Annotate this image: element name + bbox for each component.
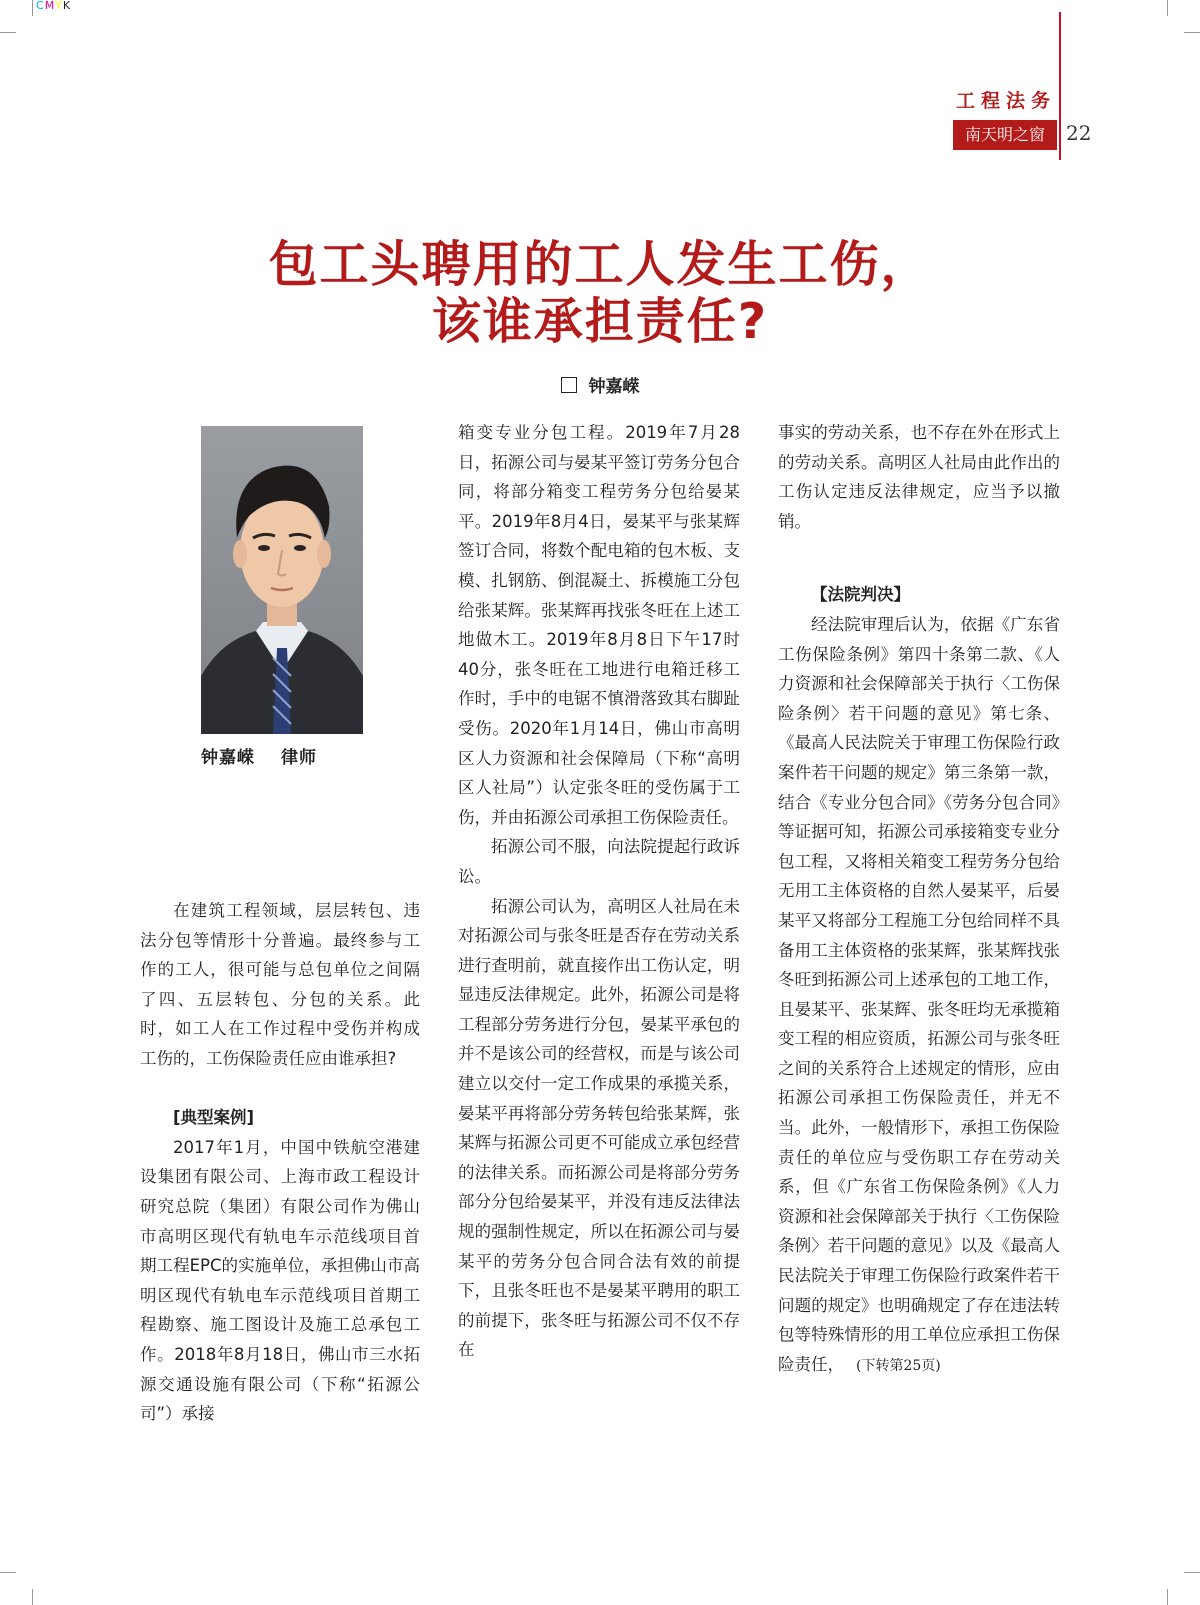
crop-mark-bottom-left-v <box>32 1589 33 1605</box>
section-heading-judgment: 【法院判决】 <box>811 585 910 605</box>
cmyk-c: C <box>36 0 45 12</box>
caption-role: 律师 <box>281 748 317 768</box>
section-heading-case: [典型案例] <box>173 1108 255 1128</box>
column-2 <box>458 418 740 1365</box>
author-name: 钟嘉嵘 <box>588 377 640 397</box>
author-byline <box>0 372 1200 397</box>
case-paragraph: 2017年1月，中国中铁航空港建设集团有限公司、上海市政工程设计研究总院（集团）有限公司作为佛山市高明区现代有轨电车示范线项目首期工程EPC的实施单位，承担佛山市高明区现代有轨电车示范线项目首期工程勘察、施工图设计及施工总承包工作。2018年8月18日，佛山市三水拓源交通设施有限公司（下称“拓源公司”）承接 <box>140 1137 420 1424</box>
article-title-line1: 包工头聘用的工人发生工伤， <box>268 236 932 293</box>
photo-caption <box>201 743 317 768</box>
crop-mark-top-right-v <box>1167 0 1168 16</box>
column-1 <box>140 896 420 1429</box>
crop-mark-top-right-h <box>1184 32 1200 33</box>
cmyk-color-bar <box>36 0 71 12</box>
header-accent-line <box>1059 12 1061 160</box>
col2-paragraph-1: 箱变专业分包工程。2019年7月28日，拓源公司与晏某平签订劳务分包合同，将部分箱变工程劳务分包给晏某平。2019年8月4日，晏某平与张某辉签订合同，将数个配电箱的包木板、支模、扎钢筋、倒混凝土、拆模施工分包给张某辉。张某辉再找张冬旺在上述工地做木工。2019年8月8日下午17时40分，张冬旺在工地进行电箱迁移工作时，手中的电锯不慎滑落致其右脚趾受伤。2020年1月14日，佛山市高明区人力资源和社会保障局（下称“高明区人社局”）认定张冬旺的受伤属于工伤，并由拓源公司承担工伤保险责任。 <box>458 423 740 827</box>
page-number: 22 <box>1066 121 1092 145</box>
caption-name: 钟嘉嵘 <box>201 748 255 768</box>
crop-mark-top-left-h <box>0 32 16 33</box>
col3-paragraph-2 <box>778 610 1060 1381</box>
col2-paragraph-2: 拓源公司不服，向法院提起行政诉讼。 <box>458 837 740 886</box>
crop-mark-top-left-v <box>32 0 33 16</box>
col3-paragraph-1: 事实的劳动关系，也不存在外在形式上的劳动关系。高明区人社局由此作出的工伤认定违反法律规定，应当予以撤销。 <box>778 423 1060 531</box>
judgment-text: 经法院审理后认为，依据《广东省工伤保险条例》第四十条第二款、《人力资源和社会保障部关于执行〈工伤保险条例〉若干问题的意见》第七条、《最高人民法院关于审理工伤保险行政案件若干问题的规定》第三条第一款，结合《专业分包合同》《劳务分包合同》等证据可知，拓源公司承接箱变专业分包工程，又将相关箱变工程劳务分包给无用工主体资格的自然人晏某平，后晏某平又将部分工程施工分包给同样不具备用工主体资格的张某辉，张某辉找张冬旺到拓源公司上述承包的工地工作，且晏某平、张某辉、张冬旺均无承揽箱变工程的相应资质，拓源公司与张冬旺之间的关系符合上述规定的情形，应由拓源公司承担工伤保险责任，并无不当。此外，一般情形下，承担工伤保险责任的单位应与受伤职工存在劳动关系，但《广东省工伤保险条例》《人力资源和社会保障部关于执行〈工伤保险条例〉若干问题的意见》以及《最高人民法院关于审理工伤保险行政案件若干问题的规定》也明确规定了存在违法转包等特殊情形的用工单位应承担工伤保险责任， <box>778 614 1060 1374</box>
crop-mark-bottom-right-h <box>1184 1572 1200 1573</box>
author-photo <box>201 426 363 734</box>
byline-box-icon <box>561 377 577 393</box>
cmyk-k: K <box>62 0 72 12</box>
cmyk-m: M <box>44 0 56 12</box>
article-title-line2: 该谁承担责任? <box>431 293 769 350</box>
section-title: 工程法务 <box>955 90 1056 112</box>
column-badge: 南天明之窗 <box>953 120 1057 150</box>
crop-mark-bottom-right-v <box>1167 1589 1168 1605</box>
crop-mark-bottom-left-h <box>0 1572 16 1573</box>
continued-note: (下转第25页) <box>856 1357 941 1374</box>
cmyk-y: Y <box>55 0 63 12</box>
col2-paragraph-3: 拓源公司认为，高明区人社局在未对拓源公司与张冬旺是否存在劳动关系进行查明前，就直接作出工伤认定，明显违反法律规定。此外，拓源公司是将工程部分劳务进行分包，晏某平承包的并不是该公司的经营权，而是与该公司建立以交付一定工作成果的承揽关系，晏某平再将部分劳务转包给张某辉，张某辉与拓源公司更不可能成立承包经营的法律关系。而拓源公司是将部分劳务部分分包给晏某平，并没有违反法律法规的强制性规定，所以在拓源公司与晏某平的劳务分包合同合法有效的前提下，且张冬旺也不是晏某平聘用的职工的前提下，张冬旺与拓源公司不仅不存在 <box>458 896 740 1360</box>
author-portrait-image <box>201 426 363 734</box>
column-3 <box>778 418 1060 1381</box>
intro-paragraph: 在建筑工程领域，层层转包、违法分包等情形十分普遍。最终参与工作的工人，很可能与总包单位之间隔了四、五层转包、分包的关系。此时，如工人在工作过程中受伤并构成工伤的，工伤保险责任应由谁承担? <box>140 901 420 1068</box>
